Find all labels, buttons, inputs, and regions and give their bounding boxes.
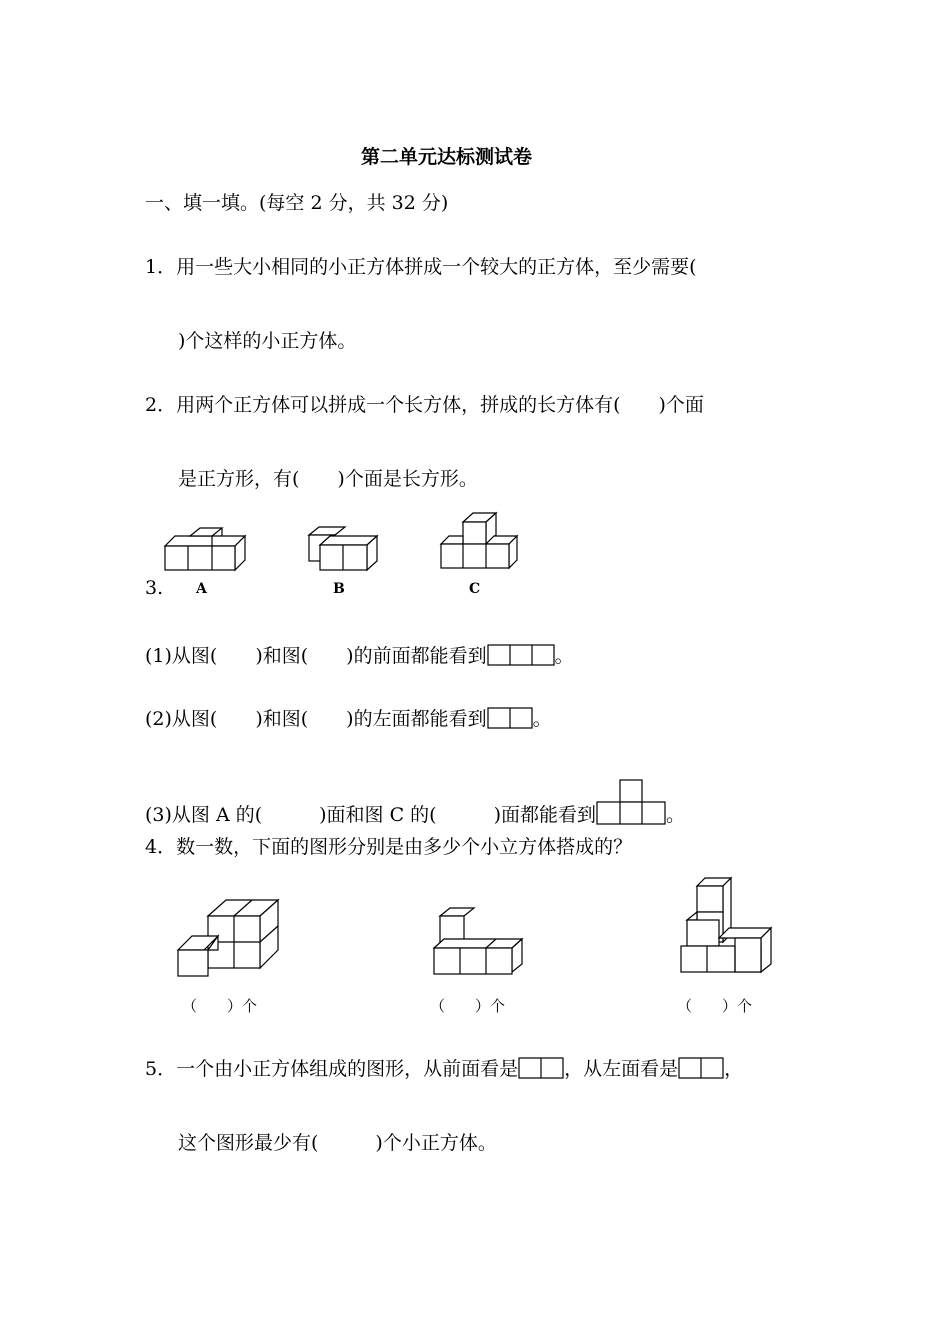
figure-b-cubes [305,525,385,575]
figure-a-label: A [196,581,207,597]
two-squares-row-icon [487,707,533,729]
q4-figure-1-cubes [174,898,284,980]
question-2-line-1: 2．用两个正方体可以拼成一个长方体，拼成的长方体有( )个面 [145,394,704,416]
figure-c-label: C [469,581,481,597]
figure-b-label: B [333,581,345,597]
question-3-sub-3 [145,779,685,827]
question-1-line-1: 1．用一些大小相同的小正方体拼成一个较大的正方体，至少需要( [145,256,697,278]
three-squares-row-icon [487,644,555,666]
question-1-line-2: )个这样的小正方体。 [178,330,357,352]
question-3-sub-1 [145,641,574,668]
q4-answer-3: （ ）个 [677,997,753,1015]
q4-figure-3-cubes [677,876,777,982]
q4-answer-1: （ ）个 [182,997,258,1015]
question-3-sub-3-end: 。 [665,804,685,826]
question-4-text: 4．数一数，下面的图形分别是由多少个小立方体搭成的？ [145,836,633,858]
q4-answer-2: （ ）个 [430,997,506,1015]
page-title: 第二单元达标测试卷 [361,146,533,168]
figure-c-cubes [437,510,527,575]
question-3-sub-1-text: (1)从图( )和图( )的前面都能看到 [145,645,487,667]
q4-figure-2-cubes [430,906,530,980]
question-5-text-b: ，从左面看是 [564,1058,679,1080]
question-3-number: 3. [145,577,164,599]
question-5-text-c: ， [724,1058,744,1080]
question-5-text-a: 5．一个由小正方体组成的图形，从前面看是 [145,1058,519,1080]
question-3-sub-1-end: 。 [554,645,574,667]
question-5-line-2: 这个图形最少有( )个小正方体。 [178,1132,497,1154]
question-3-sub-2-end: 。 [532,708,552,730]
figure-a-cubes [160,525,250,575]
question-3-sub-3-text: (3)从图 A 的( )面和图 C 的( )面都能看到 [145,804,596,826]
question-3-sub-2-text: (2)从图( )和图( )的左面都能看到 [145,708,487,730]
left-view-two-squares-icon [678,1057,724,1079]
question-5-line-1 [145,1054,743,1081]
t-shape-squares-icon [596,779,666,825]
front-view-two-squares-icon [518,1057,564,1079]
question-3-sub-2 [145,704,552,731]
section-heading: 一、填一填。(每空 2 分，共 32 分) [145,192,449,214]
question-2-line-2: 是正方形，有( )个面是长方形。 [178,468,478,490]
